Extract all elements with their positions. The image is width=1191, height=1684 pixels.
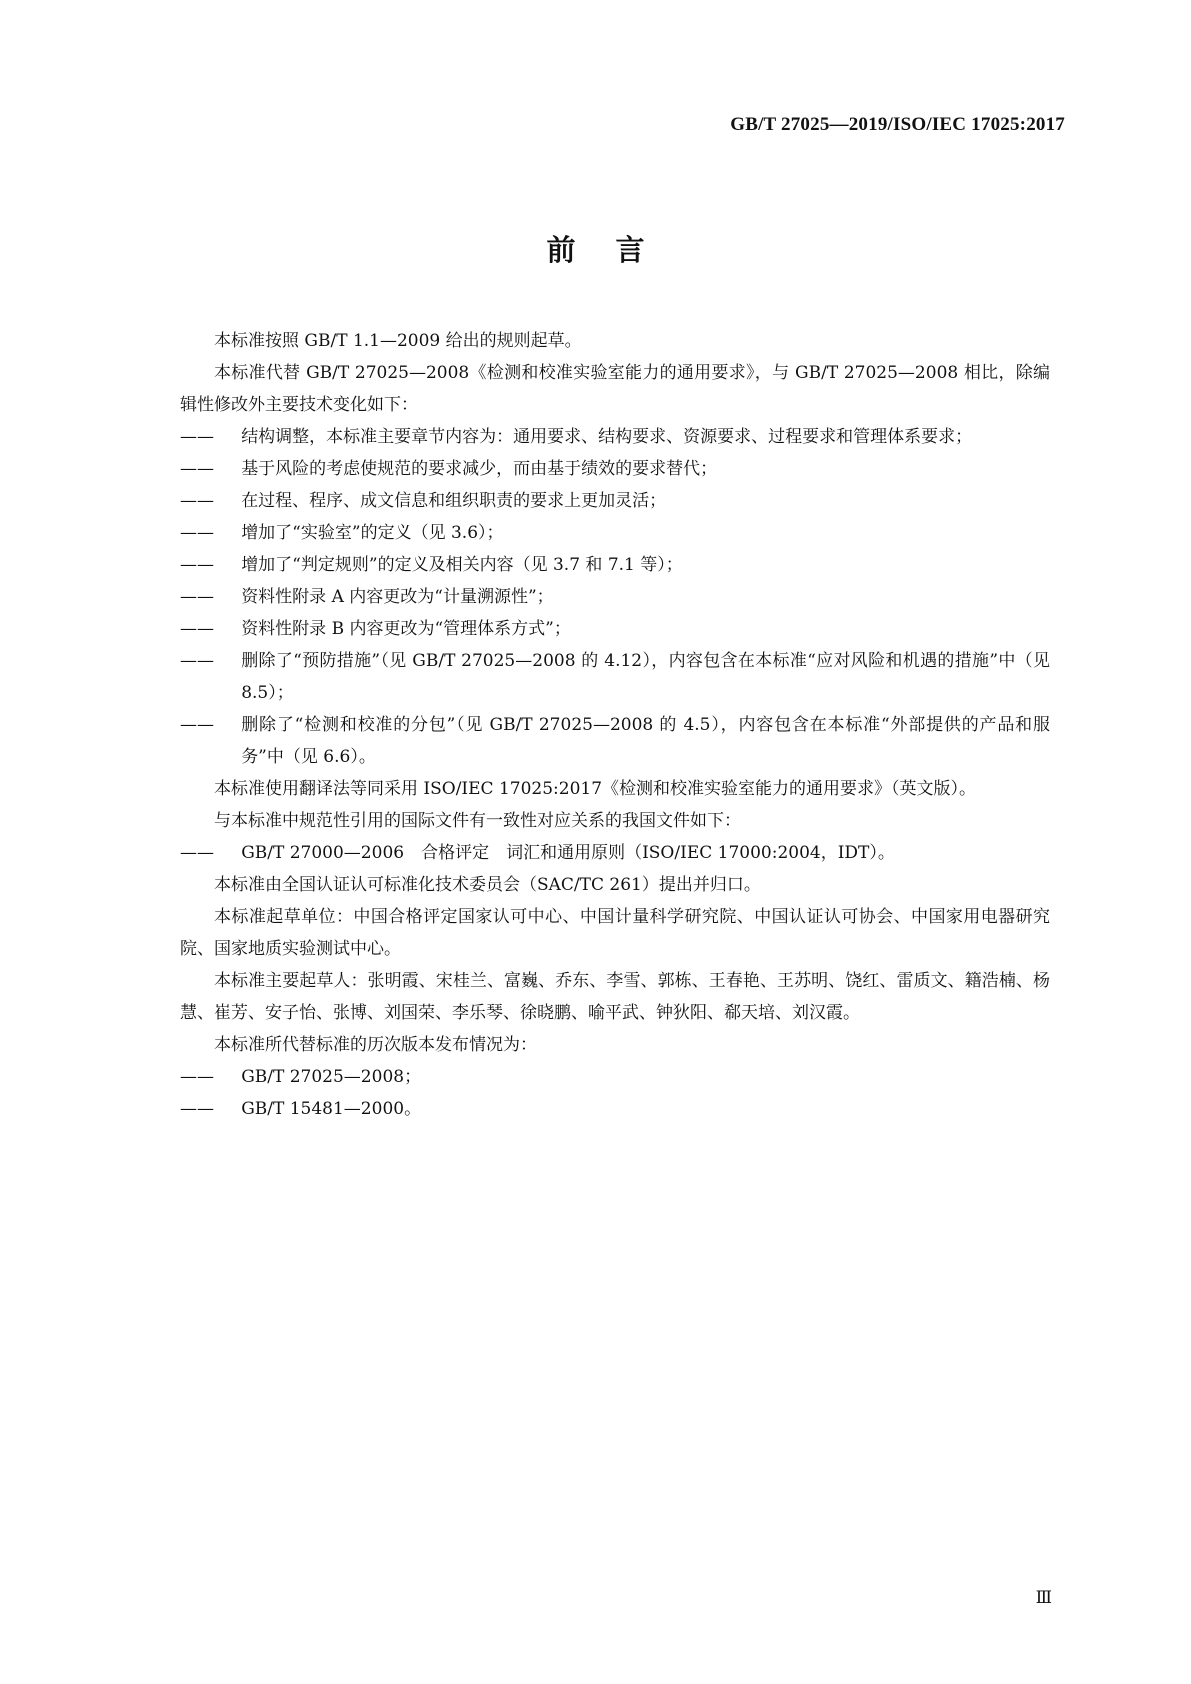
paragraph-drafting-units: 本标准起草单位：中国合格评定国家认可中心、中国计量科学研究院、中国认证认可协会、中国家用电器研究院、国家地质实验测试中心。: [180, 907, 1050, 959]
list-item: [180, 517, 1050, 549]
paragraph-drafting-rules: 本标准按照 GB/T 1.1—2009 给出的规则起草。: [214, 331, 582, 351]
dash-marker: ——: [180, 523, 214, 543]
list-item-text: 资料性附录 A 内容更改为“计量溯源性”；: [241, 587, 554, 607]
list-item-text: 增加了“判定规则”的定义及相关内容（见 3.7 和 7.1 等）；: [241, 555, 683, 575]
history-list: [180, 1061, 1050, 1125]
list-item-text: 资料性附录 B 内容更改为“管理体系方式”；: [241, 619, 571, 639]
foreword-body: [180, 325, 1050, 1125]
paragraph-history: 本标准所代替标准的历次版本发布情况为：: [214, 1035, 537, 1055]
list-item: [180, 613, 1050, 645]
paragraph-replacement: 本标准代替 GB/T 27025—2008《检测和校准实验室能力的通用要求》，与 GB/T 27025—2008 相比，除编辑性修改外主要技术变化如下：: [180, 363, 1050, 415]
list-item: [180, 1093, 1050, 1125]
list-item-text: GB/T 27025—2008；: [241, 1067, 422, 1087]
dash-marker: ——: [180, 843, 214, 863]
list-item-text: 基于风险的考虑使规范的要求减少，而由基于绩效的要求替代；: [241, 459, 718, 479]
standard-number: GB/T 27025—2019/ISO/IEC 17025:2017: [730, 114, 1065, 135]
dash-marker: ——: [180, 459, 214, 479]
references-list: [180, 837, 1050, 869]
list-item: [180, 837, 1050, 869]
paragraph-drafters: 本标准主要起草人：张明霞、宋桂兰、富巍、乔东、李雪、郭栋、王春艳、王苏明、饶红、雷质文、籍浩楠、杨慧、崔芳、安子怡、张博、刘国荣、李乐琴、徐晓鹏、喻平武、钟狄阳、郗天培、刘汉霞。: [180, 971, 1050, 1023]
list-item: [180, 485, 1050, 517]
dash-marker: ——: [180, 555, 214, 575]
dash-marker: ——: [180, 715, 214, 735]
list-item: [180, 421, 1050, 453]
list-item: [180, 453, 1050, 485]
list-item-text: 结构调整，本标准主要章节内容为：通用要求、结构要求、资源要求、过程要求和管理体系要求；: [241, 427, 973, 447]
paragraph-correspondence: 与本标准中规范性引用的国际文件有一致性对应关系的我国文件如下：: [214, 811, 741, 831]
dash-marker: ——: [180, 587, 214, 607]
list-item: [180, 645, 1050, 709]
page-title: 前言: [546, 233, 685, 267]
list-item-text: 增加了“实验室”的定义（见 3.6）；: [241, 523, 504, 543]
dash-marker: ——: [180, 427, 214, 447]
paragraph-translation: 本标准使用翻译法等同采用 ISO/IEC 17025:2017《检测和校准实验室能力的通用要求》（英文版）。: [214, 779, 977, 799]
changes-list: [180, 421, 1050, 773]
dash-marker: ——: [180, 491, 214, 511]
list-item-text: 删除了“检测和校准的分包”（见 GB/T 27025—2008 的 4.5），内容包含在本标准“外部提供的产品和服务”中（见 6.6）。: [241, 715, 1050, 767]
dash-marker: ——: [180, 1067, 214, 1087]
list-item-text: GB/T 15481—2000。: [241, 1099, 422, 1119]
paragraph-proposer: 本标准由全国认证认可标准化技术委员会（SAC/TC 261）提出并归口。: [214, 875, 761, 895]
list-item: [180, 581, 1050, 613]
dash-marker: ——: [180, 651, 214, 671]
list-item-text: GB/T 27000—2006 合格评定 词汇和通用原则（ISO/IEC 17000:2004，IDT）。: [241, 843, 895, 863]
dash-marker: ——: [180, 619, 214, 639]
page-number: Ⅲ: [1035, 1588, 1052, 1607]
list-item: [180, 709, 1050, 773]
dash-marker: ——: [180, 1099, 214, 1119]
list-item-text: 在过程、程序、成文信息和组织职责的要求上更加灵活；: [241, 491, 667, 511]
list-item-text: 删除了“预防措施”（见 GB/T 27025—2008 的 4.12），内容包含在本标准“应对风险和机遇的措施”中（见 8.5）；: [241, 651, 1050, 703]
list-item: [180, 1061, 1050, 1093]
list-item: [180, 549, 1050, 581]
